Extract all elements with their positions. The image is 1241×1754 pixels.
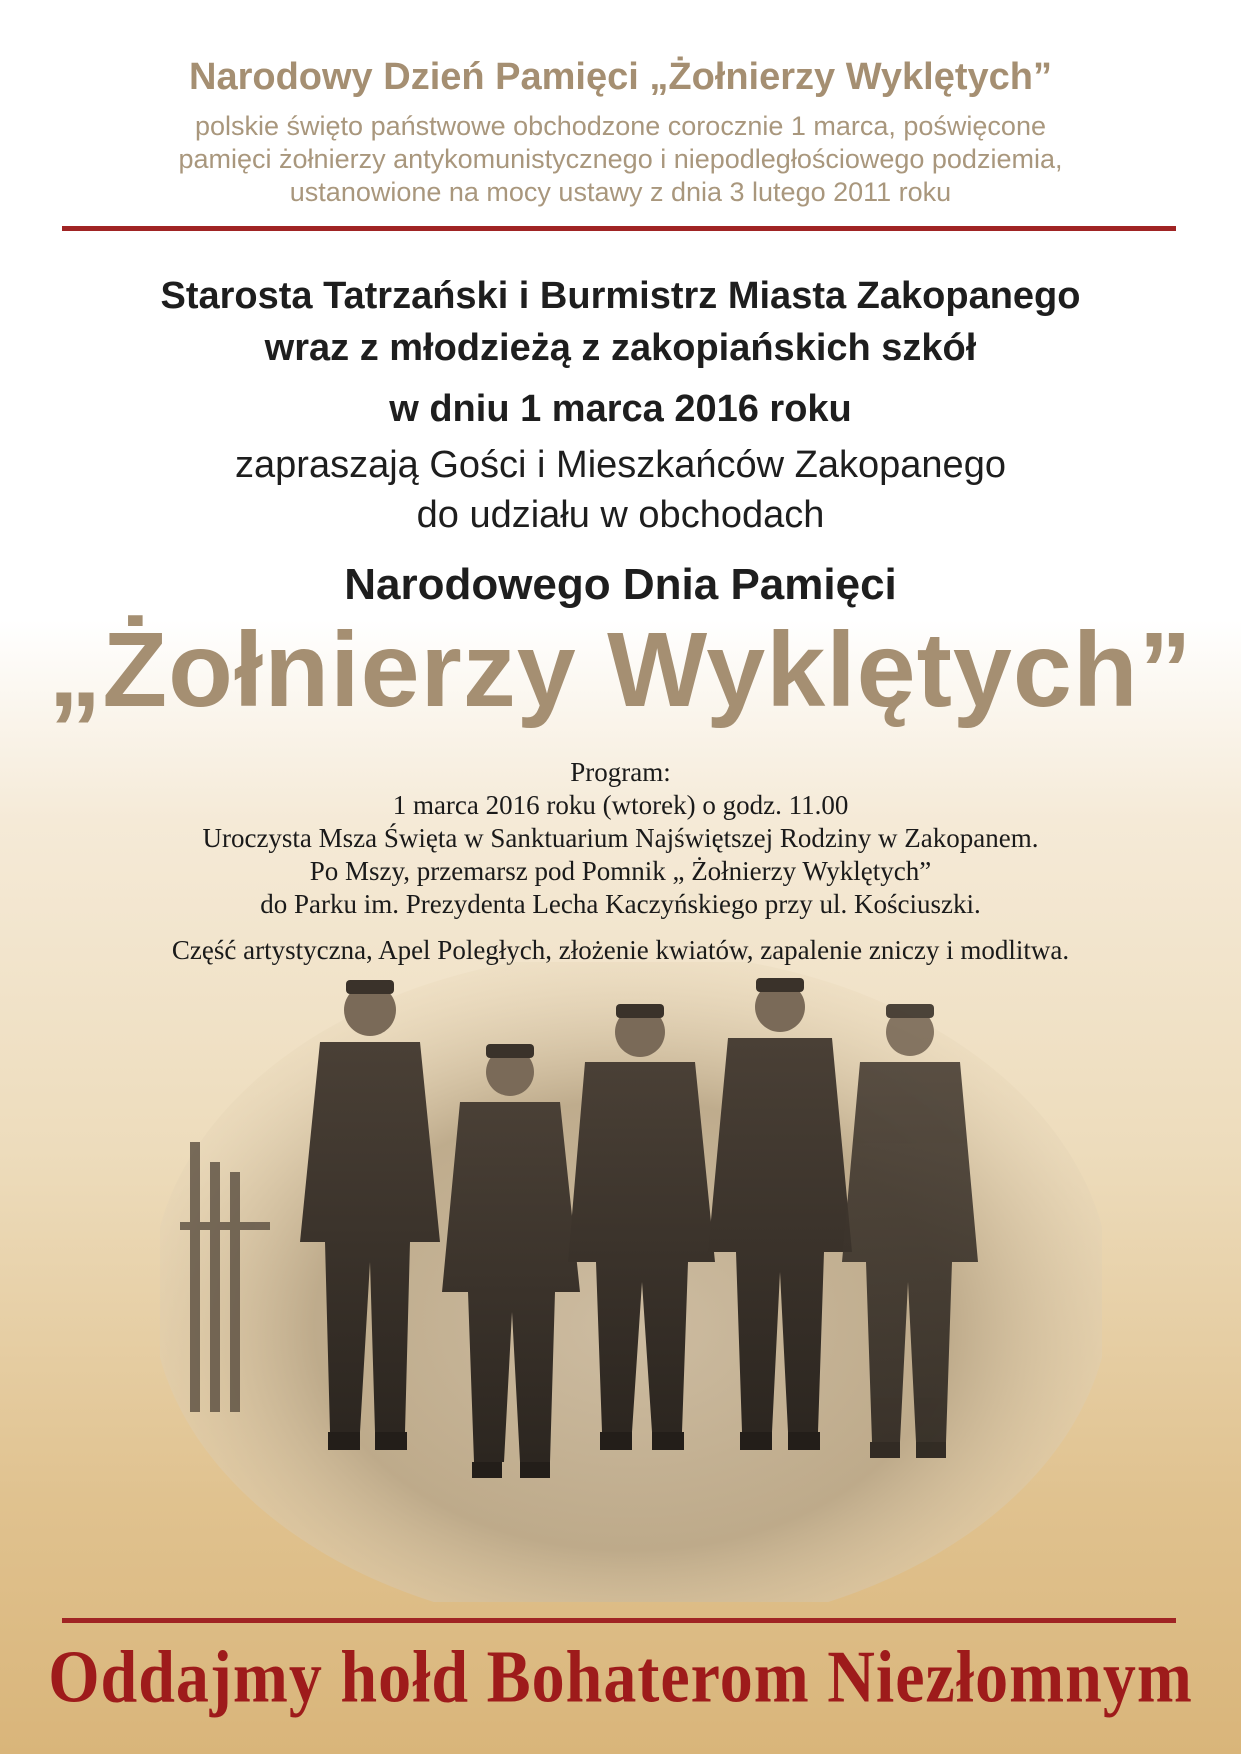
program-line: Uroczysta Msza Święta w Sanktuarium Najświętszej Rodziny w Zakopanem. — [202, 823, 1039, 853]
program-closing: Część artystyczna, Apel Poległych, złożenie kwiatów, zapalenie zniczy i modlitwa. — [171, 935, 1070, 965]
event-name: „Żołnierzy Wyklętych” — [48, 611, 1193, 729]
invitation-text — [0, 440, 1241, 540]
header-title: Narodowy Dzień Pamięci „Żołnierzy Wyklętych” — [189, 56, 1052, 98]
event-date: w dniu 1 marca 2016 roku — [389, 388, 852, 430]
program-line: 1 marca 2016 roku (wtorek) o godz. 11.00 — [392, 790, 849, 820]
program-line: do Parku im. Prezydenta Lecha Kaczyńskiego przy ul. Kościuszki. — [260, 889, 981, 919]
invitation-line: do udziału w obchodach — [416, 494, 825, 536]
organizers — [0, 270, 1241, 374]
top-divider — [62, 226, 1176, 231]
header-subtitle-line: polskie święto państwowe obchodzone corocznie 1 marca, poświęcone — [195, 111, 1046, 141]
footer-slogan: Oddajmy hołd Bohaterom Niezłomnym — [48, 1636, 1193, 1719]
program-line: Po Mszy, przemarsz pod Pomnik „ Żołnierzy Wyklętych” — [309, 856, 932, 886]
header-subtitle-line: pamięci żołnierzy antykomunistycznego i niepodległościowego podziemia, — [178, 144, 1063, 174]
program-line: Program: — [570, 757, 671, 787]
program — [0, 756, 1241, 921]
soldiers-photo — [160, 962, 1102, 1602]
header-subtitle-line: ustanowione na mocy ustawy z dnia 3 lutego 2011 roku — [289, 177, 952, 207]
organizers-line: Starosta Tatrzański i Burmistrz Miasta Zakopanego — [160, 275, 1081, 317]
invitation-line: zapraszają Gości i Mieszkańców Zakopanego — [235, 444, 1006, 486]
organizers-line: wraz z młodzieżą z zakopiańskich szkół — [264, 327, 977, 369]
bottom-divider — [62, 1618, 1176, 1623]
event-prefix: Narodowego Dnia Pamięci — [344, 560, 897, 609]
header-subtitle — [0, 110, 1241, 209]
